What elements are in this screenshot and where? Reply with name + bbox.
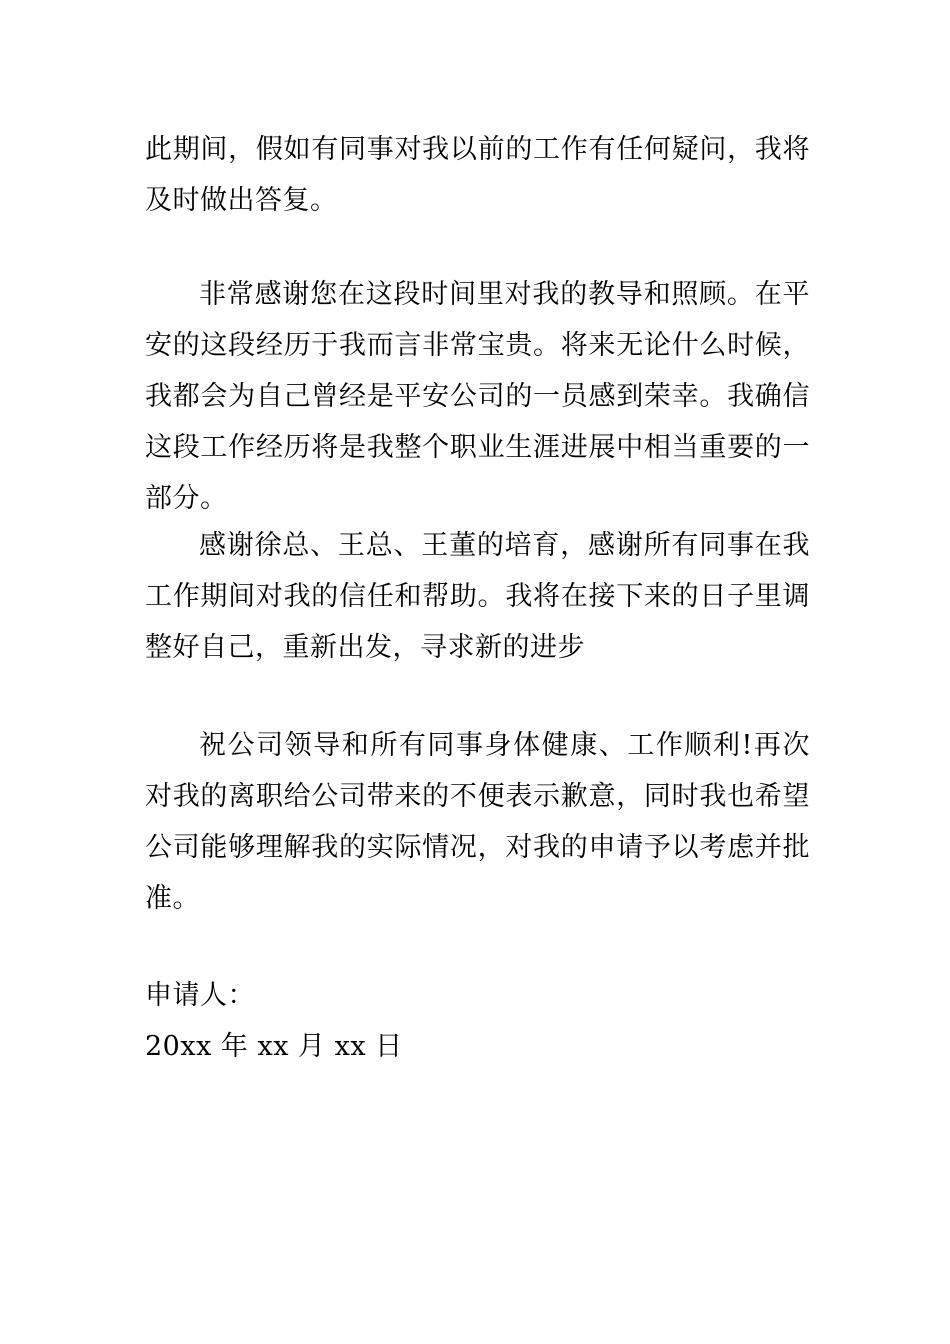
paragraph-text: 感谢徐总、王总、王董的培育，感谢所有同事在我工作期间对我的信任和帮助。我将在接下来的日子里调整好自己，重新出发，寻求新的进步	[145, 530, 810, 663]
paragraph-gratitude	[145, 269, 810, 524]
applicant-label: 申请人：	[145, 980, 255, 1011]
paragraph-continuation	[145, 124, 810, 226]
paragraph-wishes	[145, 720, 810, 924]
paragraph-thanks	[145, 520, 810, 673]
paragraph-text: 祝公司领导和所有同事身体健康、工作顺利!再次对我的离职给公司带来的不便表示歉意，同时我也希望公司能够理解我的实际情况，对我的申请予以考虑并批准。	[145, 730, 810, 914]
paragraph-text: 非常感谢您在这段时间里对我的教导和照顾。在平安的这段经历于我而言非常宝贵。将来无论什么时候，我都会为自己曾经是平安公司的一员感到荣幸。我确信这段工作经历将是我整个职业生涯进展中相当重要的一部分。	[145, 279, 810, 514]
signature-date: 20xx 年 xx 月 xx 日	[145, 1031, 403, 1062]
paragraph-text: 此期间，假如有同事对我以前的工作有任何疑问，我将及时做出答复。	[145, 134, 810, 216]
